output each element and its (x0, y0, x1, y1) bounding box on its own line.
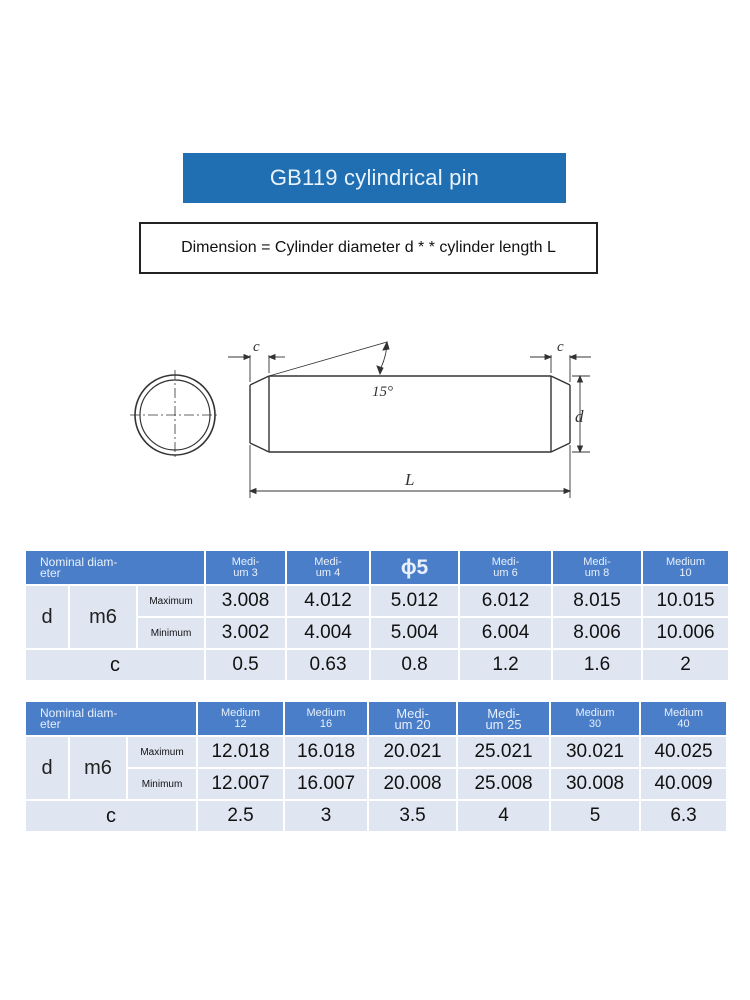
dimension-note: Dimension = Cylinder diameter d * * cylinder length L (181, 239, 556, 256)
table-cell: 3 (285, 801, 367, 831)
table-cell: 4.004 (287, 618, 369, 648)
col-header: Medium 16 (285, 702, 367, 735)
table-cell: 6.3 (641, 801, 726, 831)
col-header: Medi- um 4 (287, 551, 369, 584)
nominal-diameter-header: Nominal diam- eter (26, 551, 204, 584)
page-title: GB119 cylindrical pin (269, 165, 480, 190)
table-cell: 10.015 (643, 586, 728, 616)
table-cell: 3.002 (206, 618, 285, 648)
table-cell: 8.015 (553, 586, 641, 616)
table-cell: 30.008 (551, 769, 639, 799)
col-header: Medium 30 (551, 702, 639, 735)
d-label: d (26, 737, 68, 799)
table-cell: 5 (551, 801, 639, 831)
c-label: c (26, 801, 196, 831)
table-cell: 30.021 (551, 737, 639, 767)
label-angle: 15° (372, 384, 393, 400)
tolerance-label: m6 (70, 586, 136, 648)
d-label: d (26, 586, 68, 648)
table-cell: 40.025 (641, 737, 726, 767)
table-cell: 12.007 (198, 769, 283, 799)
table-cell: 4 (458, 801, 549, 831)
col-header: Medi- um 3 (206, 551, 285, 584)
table-cell: 8.006 (553, 618, 641, 648)
spec-table-1 (24, 549, 730, 682)
label-d: d (575, 407, 584, 426)
table-cell: 1.6 (553, 650, 641, 680)
col-header: Medi- um 6 (460, 551, 551, 584)
table-cell: 5.004 (371, 618, 458, 648)
table-cell: 4.012 (287, 586, 369, 616)
pin-side-view (250, 376, 570, 452)
table-cell: 3.5 (369, 801, 456, 831)
table-cell: 6.012 (460, 586, 551, 616)
col-header: Medium 12 (198, 702, 283, 735)
table-cell: 16.018 (285, 737, 367, 767)
col-header: Medi- um 8 (553, 551, 641, 584)
pin-end-view-circle (130, 370, 220, 460)
table-cell: 10.006 (643, 618, 728, 648)
table-cell: 0.5 (206, 650, 285, 680)
table-cell: 6.004 (460, 618, 551, 648)
maximum-label: Maximum (138, 586, 204, 616)
table-cell: 2.5 (198, 801, 283, 831)
table-cell: 16.007 (285, 769, 367, 799)
table-cell: 0.63 (287, 650, 369, 680)
table-cell: 0.8 (371, 650, 458, 680)
col-header: Medi- um 20 (369, 702, 456, 735)
table-cell: 3.008 (206, 586, 285, 616)
label-c-left: c (253, 339, 260, 355)
table-cell: 20.008 (369, 769, 456, 799)
table-cell: 40.009 (641, 769, 726, 799)
maximum-label: Maximum (128, 737, 196, 767)
nominal-diameter-header: Nominal diam- eter (26, 702, 196, 735)
col-header: Medi- um 25 (458, 702, 549, 735)
pin-technical-drawing (125, 330, 605, 505)
label-c-right: c (557, 339, 564, 355)
minimum-label: Minimum (138, 618, 204, 648)
tolerance-label: m6 (70, 737, 126, 799)
table-cell: 25.021 (458, 737, 549, 767)
minimum-label: Minimum (128, 769, 196, 799)
spec-table-2 (24, 700, 728, 833)
col-header: ϕ5 (371, 551, 458, 584)
table-cell: 25.008 (458, 769, 549, 799)
dimension-note-box (139, 222, 598, 274)
title-banner (183, 153, 566, 203)
table-cell: 1.2 (460, 650, 551, 680)
col-header: Medium 10 (643, 551, 728, 584)
label-L: L (405, 470, 415, 489)
table-cell: 12.018 (198, 737, 283, 767)
table-cell: 5.012 (371, 586, 458, 616)
col-header: Medium 40 (641, 702, 726, 735)
table-cell: 2 (643, 650, 728, 680)
table-cell: 20.021 (369, 737, 456, 767)
c-label: c (26, 650, 204, 680)
